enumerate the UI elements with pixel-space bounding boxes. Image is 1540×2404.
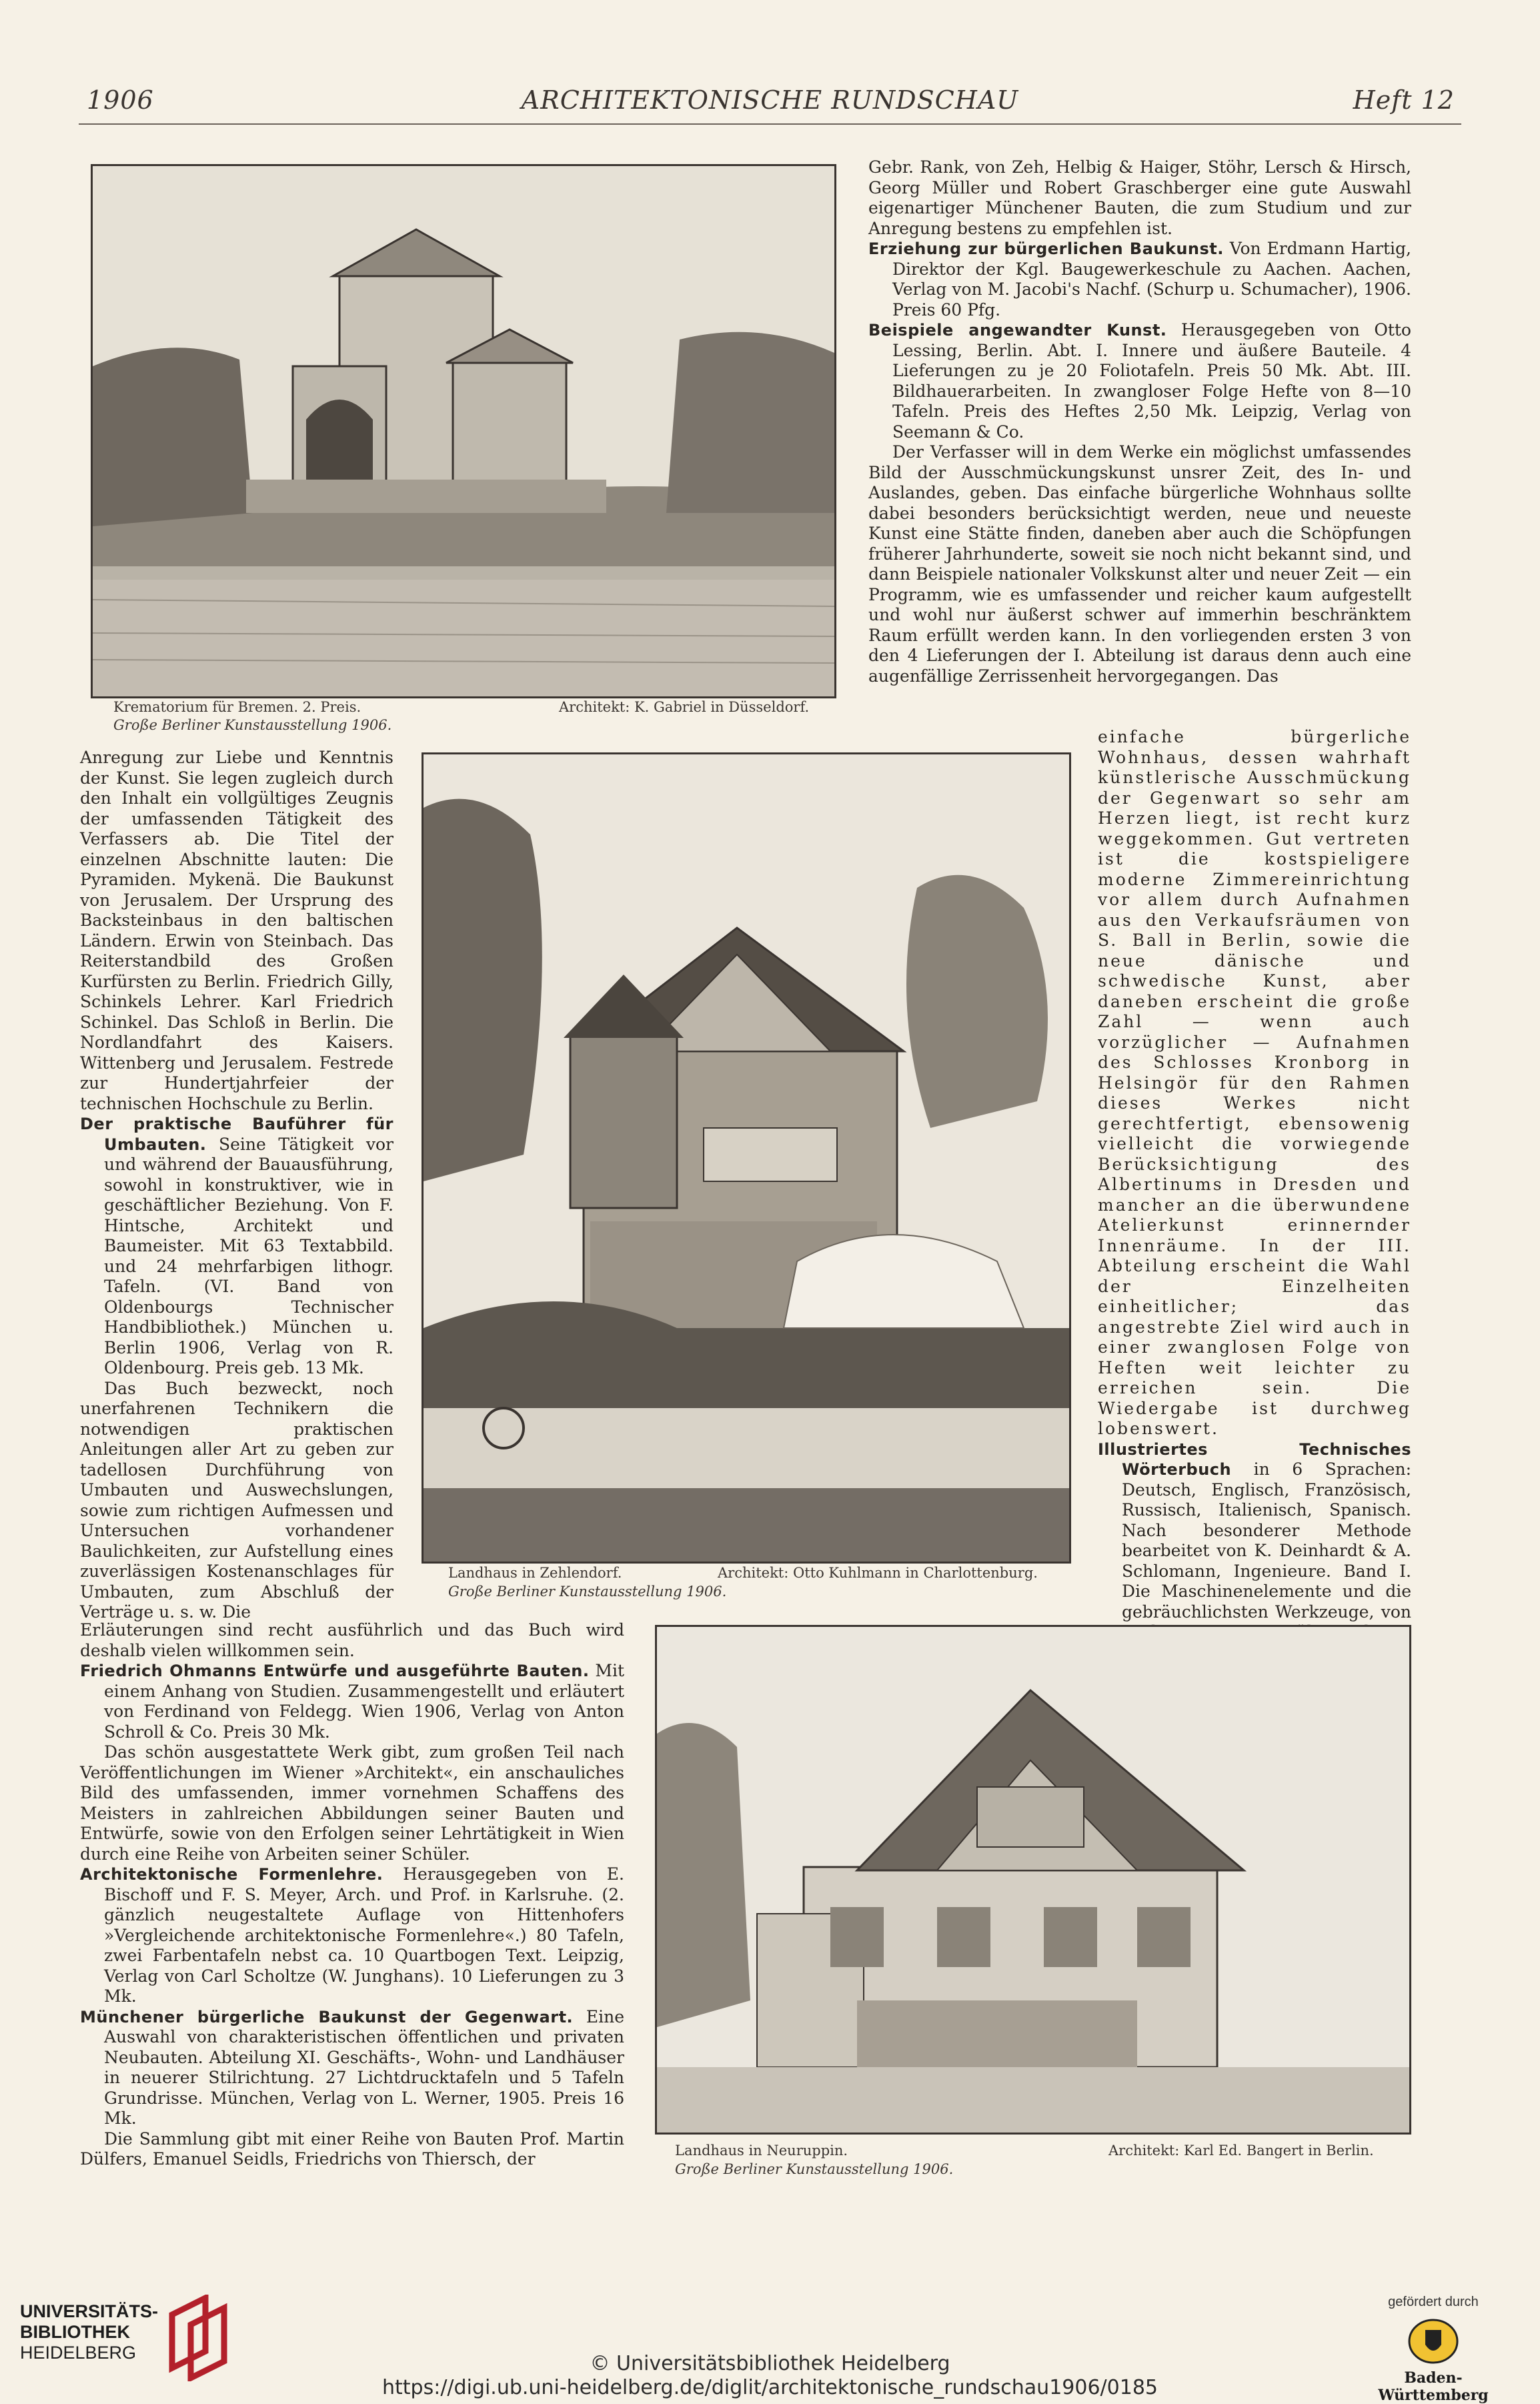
left-column-lower — [80, 1620, 624, 2170]
book-title: Illustriertes Technisches Wörterbuch — [1098, 1439, 1411, 1479]
funded-by-label: gefördert durch — [1388, 2295, 1479, 2309]
book-details: Herausgegeben von Otto Lessing, Berlin. Abt. I. Innere und äußere Bauteile. 4 Lieferungen zu je 20 Foliotafeln. Preis 50 Mk. Abt. III. Bildhauerarbeiten. In zwangloser Folge Hefte von 8—10 Tafeln. Preis des Heftes 2,50 Mk. Leipzig, Verlag von Seemann & Co. — [892, 320, 1411, 442]
right-column-middle — [1098, 727, 1411, 1765]
book-details: Eine Auswahl von charakteristischen öffentlichen und privaten Neubauten. Abteilung XI. Geschäfts-, Wohn- und Landhäuser in neuerer Stilrichtung. 27 Lichtdrucktafeln und 5 Tafeln Grundrisse. München, Verlag von L. Werner, 1905. Preis 16 Mk. — [104, 2006, 624, 2128]
book-title: Beispiele angewandter Kunst. — [868, 321, 1167, 340]
book-title: Erziehung zur bürgerlichen Baukunst. — [868, 239, 1224, 258]
coat-of-arms-icon — [1407, 2318, 1460, 2365]
krematorium-illustration — [93, 166, 834, 696]
figure-krematorium-caption-exhibition: Große Berliner Kunstausstellung 1906. — [113, 717, 392, 733]
paragraph: Erläuterungen sind recht ausführlich und das Buch wird deshalb vielen willkommen sein. — [80, 1620, 624, 1660]
paragraph: Die Sammlung gibt mit einer Reihe von Bauten Prof. Martin Dülfers, Emanuel Seidls, Friedrichs von Thiersch, der — [80, 2129, 624, 2169]
figure-zehlendorf-caption-architect: Architekt: Otto Kuhlmann in Charlottenburg. — [718, 1565, 1038, 1581]
funder-block — [1367, 2295, 1500, 2404]
figure-neuruppin-caption-title: Landhaus in Neuruppin. — [675, 2143, 848, 2159]
zehlendorf-illustration — [424, 754, 1069, 1562]
figure-landhaus-neuruppin — [655, 1625, 1411, 2135]
book-details: in 6 Sprachen: Deutsch, Englisch, Französisch, Russisch, Italienisch, Spanisch. Nach besonderer Methode bearbeitet von K. Deinhardt & A. Schlomann, Ingenieure. Band I. Die Maschinenelemente und die gebräuchlichsten Werkzeuge, von — [1122, 1459, 1411, 1622]
figure-landhaus-zehlendorf — [422, 752, 1071, 1564]
figure-krematorium-caption-architect: Architekt: K. Gabriel in Düsseldorf. — [559, 699, 810, 715]
book-title: Der praktische Bauführer für Umbauten. — [80, 1115, 394, 1154]
book-title: Architektonische Formenlehre. — [80, 1865, 383, 1884]
footer-url[interactable]: https://digi.ub.uni-heidelberg.de/diglit/architektonische_rundschau1906/0185 — [382, 2376, 1158, 2399]
book-title: Friedrich Ohmanns Entwürfe und ausgeführte Bauten. — [80, 1662, 590, 1680]
funder-name: Baden-Württemberg — [1378, 2369, 1489, 2404]
book-details: Von Erdmann Hartig, Direktor der Kgl. Baugewerkeschule zu Aachen. Aachen, Verlag von M. Jacobi's Nachf. (Schurp u. Schumacher), 1906. Preis 60 Pfg. — [892, 239, 1411, 320]
paragraph: Gebr. Rank, von Zeh, Helbig & Haiger, Stöhr, Lersch & Hirsch, Georg Müller und Robert Graschberger eine gute Auswahl eigenartiger Münchener Bauten, die zum Studium und zur Anregung bestens zu empfehlen ist. — [868, 157, 1411, 238]
book-title: Münchener bürgerliche Baukunst der Gegenwart. — [80, 2007, 574, 2026]
right-column-top — [868, 157, 1411, 686]
page-year: 1906 — [87, 85, 154, 115]
library-name-line2: BIBLIOTHEK — [20, 2322, 130, 2342]
issue-number: Heft 12 — [1353, 85, 1455, 115]
book-details: Mit einem Anhang von Studien. Zusammengestellt und erläutert von Ferdinand von Feldegg. Wien 1906, Verlag von Anton Schroll & Co. Preis 30 Mk. — [104, 1661, 625, 1742]
book-details: Herausgegeben von E. Bischoff und F. S. Meyer, Arch. und Prof. in Karlsruhe. (2. gänzlich neugestaltete Auflage von Hittenhofers »Vergleichende architektonische Formenlehre«.) 80 Tafeln, zwei Farbentafeln nebst ca. 10 Quartbogen Text. Leipzig, Verlag von Carl Scholtze (W. Junghans). 10 Lieferungen zu 3 Mk. — [104, 1864, 624, 2006]
neuruppin-illustration — [657, 1627, 1409, 2133]
figure-neuruppin-caption-architect: Architekt: Karl Ed. Bangert in Berlin. — [1108, 2143, 1374, 2159]
figure-neuruppin-caption-exhibition: Große Berliner Kunstausstellung 1906. — [675, 2161, 954, 2177]
figure-krematorium — [91, 164, 836, 698]
footer-copyright: © Universitätsbibliothek Heidelberg — [590, 2352, 950, 2375]
paragraph: Anregung zur Liebe und Kenntnis der Kunst. Sie legen zugleich durch den Inhalt ein vollgültiges Zeugnis der umfassenden Tätigkeit des Verfassers ab. Die Titel der einzelnen Abschnitte lauten: Die Pyramiden. Mykenä. Die Baukunst von Jerusalem. Der Ursprung des Backsteinbaus in den baltischen Ländern. Erwin von Steinbach. Das Reiterstandbild des Großen Kurfürsten zu Berlin. Friedrich Gilly, Schinkels Lehrer. Karl Friedrich Schinkel. Das Schloß in Berlin. Die Nordlandfahrt des Kaisers. Wittenberg und Jerusalem. Festrede zur Hundertjahrfeier der technischen Hochschule zu Berlin. — [80, 748, 394, 1113]
paragraph: Das Buch bezweckt, noch unerfahrenen Technikern die notwendigen praktischen Anleitungen aller Art zu geben zur tadellosen Durchführung von Umbauten und Auswechslungen, sowie zum richtigen Aufmessen und Untersuchen vorhandener Baulichkeiten, zur Aufstellung eines zuverlässigen Kostenanschlages für Umbauten, zum Abschluß der Verträge u. s. w. Die — [80, 1378, 394, 1622]
figure-krematorium-caption-title: Krematorium für Bremen. 2. Preis. — [113, 699, 361, 715]
paragraph: Das schön ausgestattete Werk gibt, zum großen Teil nach Veröffentlichungen im Wiener »Architekt«, ein anschauliches Bild des umfassenden, immer vornehmen Schaffens des Meisters in zahlreichen Abbildungen seiner Bauten und Entwürfe, sowie von den Erfolgen seiner Lehrtätigkeit in Wien durch eine Reihe von Arbeiten seiner Schüler. — [80, 1742, 624, 1864]
journal-title: ARCHITEKTONISCHE RUNDSCHAU — [521, 85, 1019, 115]
library-name-line3: HEIDELBERG — [20, 2343, 137, 2363]
book-details: Seine Tätigkeit vor und während der Bauausführung, sowohl in konstruktiver, wie in geschäftlicher Beziehung. Von F. Hintsche, Architekt und Baumeister. Mit 63 Textabbild. und 24 mehrfarbigen lithogr. Tafeln. (VI. Band von Oldenbourgs Technischer Handbibliothek.) München u. Berlin 1906, Verlag von R. Oldenbourg. Preis geb. 13 Mk. — [104, 1134, 394, 1377]
figure-zehlendorf-caption-exhibition: Große Berliner Kunstausstellung 1906. — [448, 1584, 727, 1600]
header-rule — [79, 123, 1461, 125]
figure-zehlendorf-caption-title: Landhaus in Zehlendorf. — [448, 1565, 622, 1581]
library-name-line1: UNIVERSITÄTS- — [20, 2301, 159, 2321]
paragraph: einfache bürgerliche Wohnhaus, dessen wahrhaft künstlerische Ausschmückung der Gegenwart so sehr am Herzen liegt, ist recht kurz weggekommen. Gut vertreten ist die kostspieligere moderne Zimmereinrichtung vor allem durch Aufnahmen aus den Verkaufsräumen von S. Ball in Berlin, sowie die neue dänische und schwedische Kunst, aber daneben erscheint die große Zahl — wenn auch vorzüglicher — Aufnahmen des Schlosses Kronborg in Helsingör für den Rahmen dieses Werkes nicht gerechtfertigt, ebensowenig vielleicht die vorwiegende Berücksichtigung des Albertinums in Dresden und mancher an die überwundene Atelierkunst erinnernder Innenräume. In der III. Abteilung erscheint die Wahl der Einzelheiten einheitlicher; das angestrebte Ziel wird auch in einer zwanglosen Folge von Heften weit leichter zu erreichen sein. Die Wiedergabe ist durchweg lobenswert. — [1098, 727, 1411, 1438]
left-column-upper — [80, 748, 394, 1623]
paragraph: Der Verfasser will in dem Werke ein möglichst umfassendes Bild der Ausschmückungskunst unsrer Zeit, des In- und Auslandes, geben. Das einfache bürgerliche Wohnhaus sollte dabei besonders berücksichtigt werden, neue und neueste Kunst eine Stätte finden, daneben aber auch die Schöpfungen früherer Jahrhunderte, soweit sie noch nicht bekannt sind, und dann Beispiele nationaler Volkskunst alter und neuer Zeit — ein Programm, wie es umfassender und reicher kaum aufgestellt und wohl nur äußerst schwer auf immerhin beschränktem Raum erfüllt werden kann. In den vorliegenden ersten 3 von den 4 Lieferungen der I. Abteilung ist daraus denn auch eine augenfällige Zerrissenheit hervorgegangen. Das — [868, 442, 1411, 686]
